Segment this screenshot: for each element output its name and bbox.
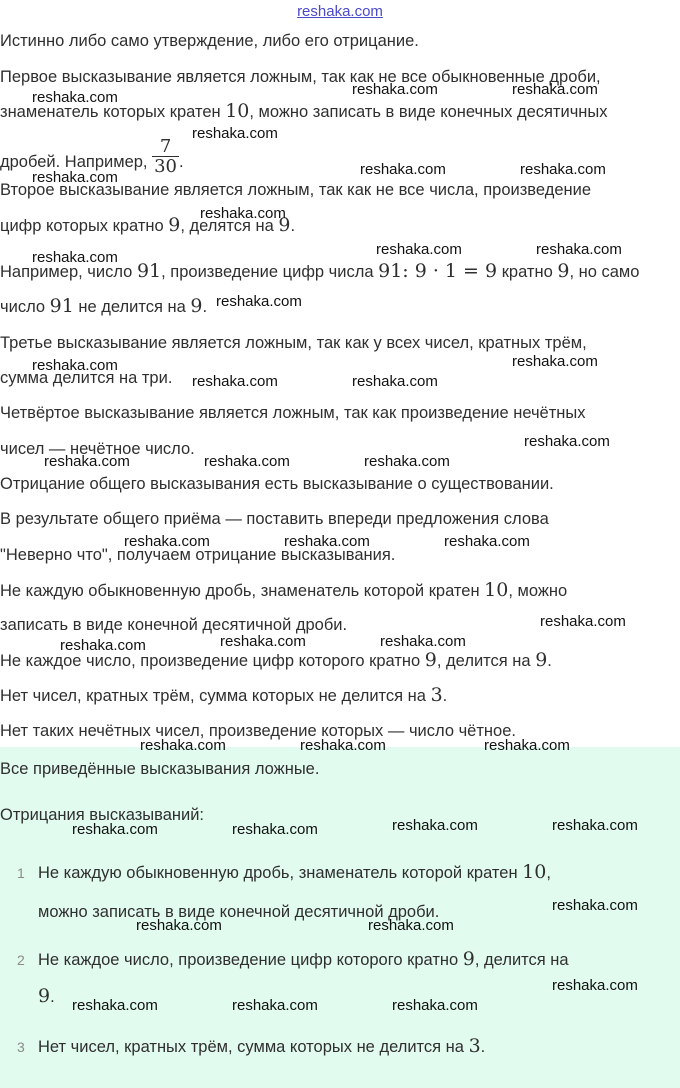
watermark: reshaka.com (352, 373, 438, 390)
watermark: reshaka.com (232, 997, 318, 1014)
statement-1-line-3: дробей. Например, $\frac{7}{30}$ . (0, 136, 184, 177)
watermark: reshaka.com (72, 997, 158, 1014)
watermark: reshaka.com (552, 977, 638, 994)
negation-1-line-2: записать в виде конечной десятичной дроби. (0, 616, 348, 634)
watermark: reshaka.com (520, 161, 606, 178)
general-method-line-1: В результате общего приёма — поставить впереди предложения слова (0, 510, 549, 528)
watermark: reshaka.com (32, 357, 118, 374)
watermark: reshaka.com (136, 917, 222, 934)
statement-1-line-2: знаменатель которых кратен 10, можно записать в виде конечных десятичных (0, 100, 608, 122)
watermark: reshaka.com (524, 433, 610, 450)
watermark: reshaka.com (32, 249, 118, 266)
watermark: reshaka.com (552, 817, 638, 834)
statement-4-line-1: Четвёртое высказывание является ложным, так как произведение нечётных (0, 404, 586, 422)
watermark: reshaka.com (232, 821, 318, 838)
fraction-example: $\frac{7}{30}$ (154, 136, 177, 177)
answer-block (0, 747, 680, 1088)
answer-item-1-number: 1 (17, 865, 25, 881)
answer-item-2-line-2: 9. (38, 985, 55, 1007)
watermark: reshaka.com (484, 737, 570, 754)
negation-3: Нет чисел, кратных трём, сумма которых не делится на 3. (0, 684, 448, 706)
statement-3-line-1: Третье высказывание является ложным, так как у всех чисел, кратных трём, (0, 334, 587, 352)
watermark: reshaka.com (44, 453, 130, 470)
watermark: reshaka.com (60, 637, 146, 654)
watermark: reshaka.com (140, 737, 226, 754)
statement-4-line-2: чисел — нечётное число. (0, 440, 195, 458)
watermark: reshaka.com (352, 81, 438, 98)
statement-2-example-line-1: Например, число 91, произведение цифр числа 91: 9 · 1 = 9 кратно 9, но само (0, 260, 640, 282)
watermark: reshaka.com (376, 241, 462, 258)
general-method-line-2: "Неверно что", получаем отрицание высказывания. (0, 546, 396, 564)
site-link[interactable]: reshaka.com (297, 3, 383, 20)
watermark: reshaka.com (360, 161, 446, 178)
watermark: reshaka.com (512, 353, 598, 370)
negation-4: Нет таких нечётных чисел, произведение которых — число чётное. (0, 722, 516, 740)
answer-item-3-line-1: Нет чисел, кратных трём, сумма которых не делится на 3. (38, 1035, 486, 1057)
watermark: reshaka.com (192, 125, 278, 142)
watermark: reshaka.com (392, 997, 478, 1014)
answer-item-1-line-1: Не каждую обыкновенную дробь, знаменатель которой кратен 10, (38, 861, 551, 883)
statement-2-line-1: Второе высказывание является ложным, так как не все числа, произведение (0, 181, 592, 199)
statement-1-line-1: Первое высказывание является ложным, так как не все обыкновенные дроби, (0, 68, 601, 86)
watermark: reshaka.com (32, 89, 118, 106)
watermark: reshaka.com (364, 453, 450, 470)
answer-item-1-line-2: можно записать в виде конечной десятичной дроби. (38, 903, 440, 921)
watermark: reshaka.com (392, 817, 478, 834)
watermark: reshaka.com (380, 633, 466, 650)
answer-item-2-number: 2 (17, 952, 25, 968)
negation-2: Не каждое число, произведение цифр которого кратно 9, делится на 9. (0, 649, 552, 671)
answer-item-2-line-1: Не каждое число, произведение цифр которого кратно 9, делится на (38, 948, 569, 970)
answer-item-3-number: 3 (17, 1039, 25, 1055)
statement-3-line-2: сумма делится на три. (0, 369, 173, 387)
negation-rule-text: Отрицание общего высказывания есть высказывание о существовании. (0, 475, 554, 493)
watermark: reshaka.com (200, 205, 286, 222)
answer-line-1: Все приведённые высказывания ложные. (0, 760, 320, 778)
watermark: reshaka.com (540, 613, 626, 630)
statement-2-line-2: цифр которых кратно 9, делятся на 9. (0, 214, 296, 236)
watermark: reshaka.com (72, 821, 158, 838)
negation-1-line-1: Не каждую обыкновенную дробь, знаменатель которой кратен 10, можно (0, 579, 568, 601)
watermark: reshaka.com (444, 533, 530, 550)
watermark: reshaka.com (300, 737, 386, 754)
watermark: reshaka.com (32, 169, 118, 186)
intro-text: Истинно либо само утверждение, либо его отрицание. (0, 32, 419, 50)
watermark: reshaka.com (220, 633, 306, 650)
watermark: reshaka.com (192, 373, 278, 390)
watermark: reshaka.com (512, 81, 598, 98)
watermark: reshaka.com (368, 917, 454, 934)
watermark: reshaka.com (284, 533, 370, 550)
watermark: reshaka.com (204, 453, 290, 470)
statement-2-example-line-2: число 91 не делится на 9. (0, 295, 208, 317)
watermark: reshaka.com (124, 533, 210, 550)
watermark: reshaka.com (216, 293, 302, 310)
watermark: reshaka.com (552, 897, 638, 914)
watermark: reshaka.com (536, 241, 622, 258)
answer-line-2: Отрицания высказываний: (0, 806, 205, 824)
